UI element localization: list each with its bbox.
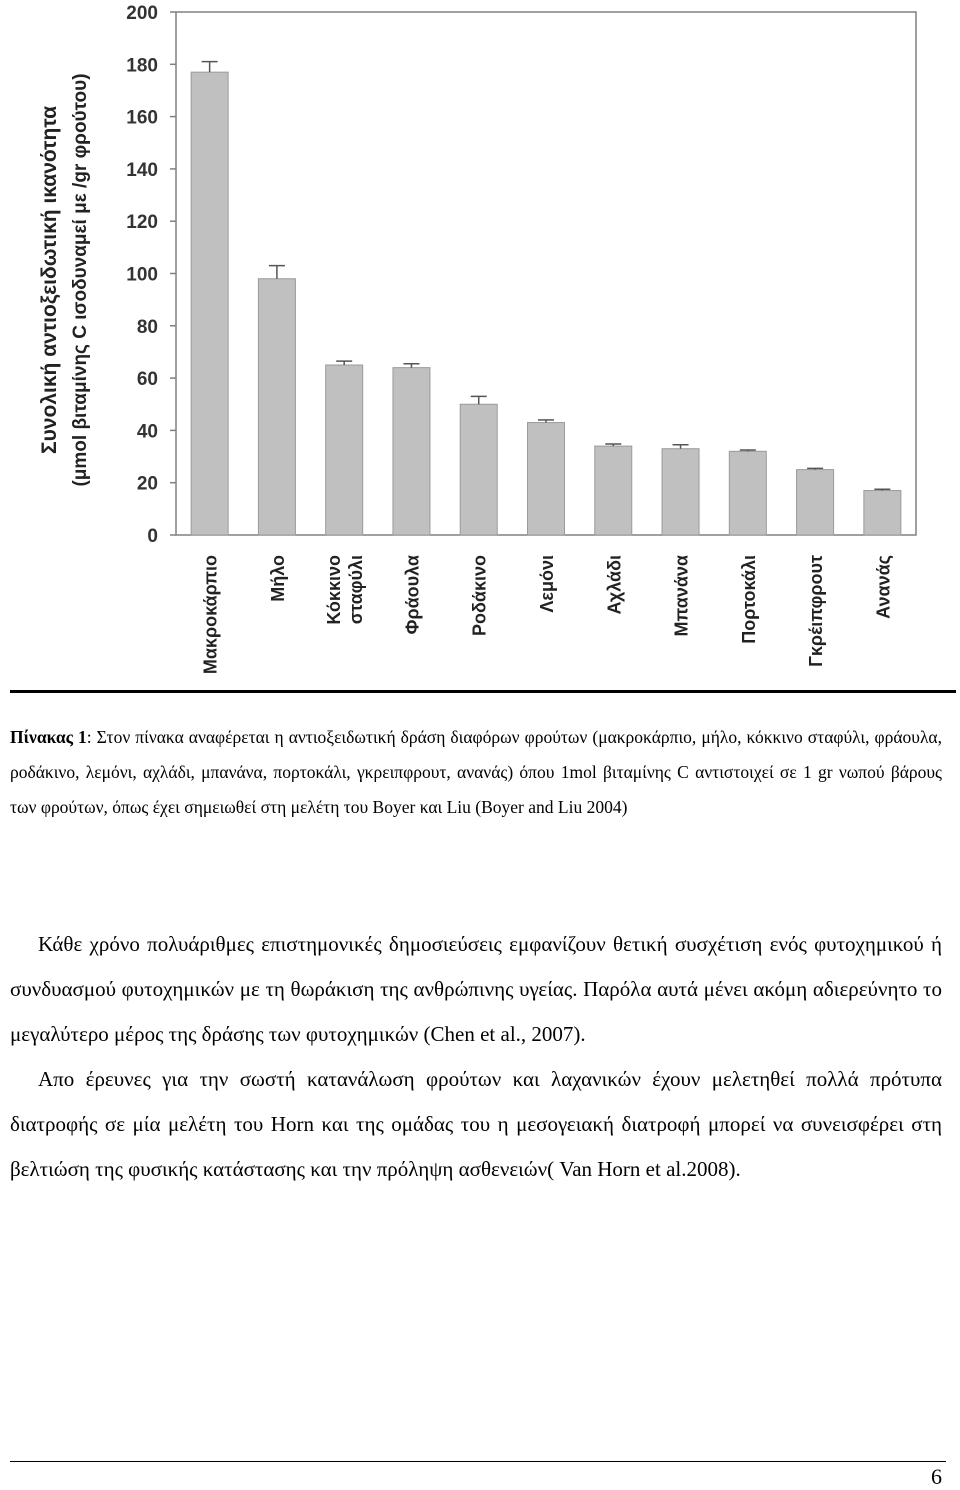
bar — [797, 470, 834, 535]
y-label-line-1: Συνολική αντιοξειδωτική ικανότητα — [38, 105, 61, 455]
y-tick-label: 200 — [126, 3, 158, 24]
y-tick-label: 140 — [126, 159, 158, 181]
paragraph-1: Κάθε χρόνο πολυάριθμες επιστημονικές δημοσιεύσεις εμφανίζουν θετική συσχέτιση ενός φυτοχημικού ή συνδυασμού φυτοχημικών με τη θωράκιση της ανθρώπινης υγείας. Παρόλα αυτά μένει ακόμη αδιερεύνητο το μεγαλύτερο μέρος της δράσης των φυτοχημικών (Chen et al., 2007). — [10, 932, 942, 1046]
x-axis-labels — [201, 555, 894, 674]
y-tick-label: 0 — [147, 526, 158, 547]
y-tick-label: 80 — [136, 316, 158, 338]
antioxidant-bar-chart — [0, 0, 960, 690]
bar — [326, 365, 363, 535]
bar — [595, 446, 632, 535]
y-label-line-2: (μmol βιταμίνης C ισοδυναμεί με /gr φρούτου) — [70, 73, 91, 487]
bar — [460, 404, 497, 535]
x-tick-label: Ανανάς — [873, 555, 894, 619]
x-tick-label: Πορτοκάλι — [738, 555, 759, 644]
x-tick-label: Φράουλα — [402, 555, 423, 635]
x-tick-label: Κόκκινο — [324, 555, 345, 625]
footer-rule — [10, 1461, 946, 1462]
y-tick-label: 120 — [126, 212, 158, 234]
y-tick-label: 100 — [126, 264, 158, 286]
bar — [393, 368, 430, 535]
y-tick-label: 180 — [126, 55, 158, 77]
y-axis-ticks — [126, 3, 176, 547]
body-text — [10, 922, 942, 1192]
chart-separator-rule — [10, 690, 956, 693]
caption-label: Πίνακας 1 — [10, 727, 87, 747]
y-tick-label: 60 — [136, 369, 158, 391]
caption-text: : Στον πίνακα αναφέρεται η αντιοξειδωτική δράση διαφόρων φρούτων (μακροκάρπιο, μήλο, κόκκινο σταφύλι, φράουλα, ροδάκινο, λεμόνι, αχλάδι, μπανάνα, πορτοκάλι, γκρειπφρουτ, ανανάς) όπου 1mol βιταμίνης C αντιστοιχεί σε 1 gr νωπού βάρους των φρούτων, όπως έχει σημειωθεί στη μελέτη του Boyer και Liu (Boyer and Liu 2004) — [10, 727, 942, 817]
y-tick-label: 160 — [126, 107, 158, 129]
bars — [191, 62, 901, 535]
x-tick-label: Λεμόνι — [537, 555, 557, 613]
y-tick-label: 20 — [136, 473, 158, 495]
x-tick-label: Μακροκάρπιο — [200, 555, 221, 675]
bar — [528, 423, 565, 535]
bar — [191, 72, 228, 535]
x-tick-label: Γκρέιπφρουτ — [806, 555, 827, 667]
table-caption — [10, 720, 942, 825]
x-tick-label: Ροδάκινο — [469, 555, 490, 637]
bar — [729, 451, 766, 535]
x-tick-label: Μήλο — [267, 555, 288, 602]
bar — [864, 491, 901, 535]
x-tick-label: Αχλάδι — [604, 555, 625, 615]
page-number: 6 — [931, 1464, 942, 1489]
bar — [258, 279, 295, 535]
y-tick-label: 40 — [136, 421, 158, 443]
x-tick-label: σταφύλι — [346, 555, 367, 625]
bar — [662, 449, 699, 535]
y-axis-label — [38, 73, 91, 486]
x-tick-label: Μπανάνα — [671, 555, 692, 637]
paragraph-2: Απο έρευνες για την σωστή κατανάλωση φρούτων και λαχανικών έχουν μελετηθεί πολλά πρότυπα διατροφής σε μία μελέτη του Horn και της ομάδας του η μεσογειακή διατροφή μπορεί να συνεισφέρει στη βελτιώση της φυσικής κατάστασης και την πρόληψη ασθενειών( Van Horn et al.2008). — [10, 1067, 942, 1181]
